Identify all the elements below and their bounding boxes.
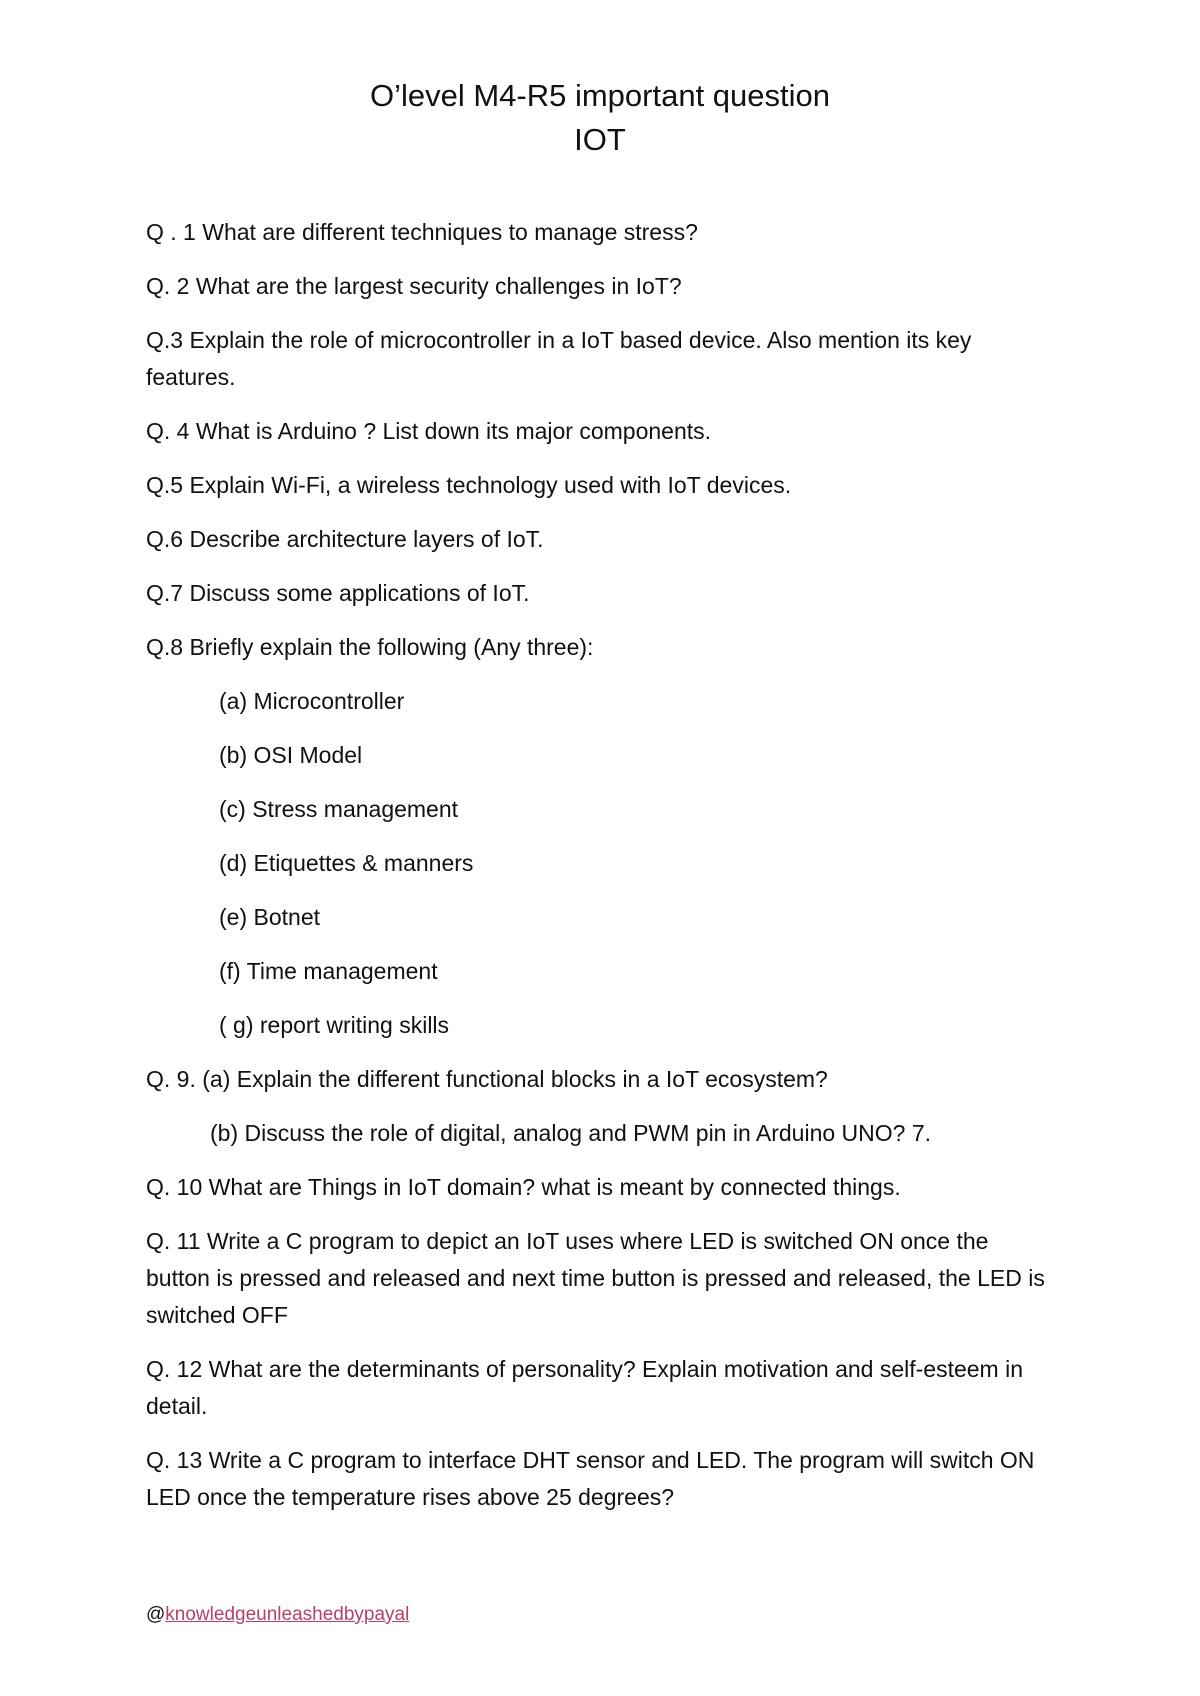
question-6: Q.6 Describe architecture layers of IoT. <box>146 526 544 552</box>
q8-item-b: (b) OSI Model <box>219 742 363 768</box>
footer-at-sign: @ <box>146 1604 166 1625</box>
footer-credit <box>146 1604 409 1626</box>
title-block <box>0 74 1200 162</box>
question-9a: Q. 9. (a) Explain the different functional blocks in a IoT ecosystem? <box>146 1066 828 1092</box>
q8-item-e: (e) Botnet <box>219 904 320 930</box>
question-3: Q.3 Explain the role of microcontroller in a IoT based device. Also mention its key features. <box>146 327 972 390</box>
question-2: Q. 2 What are the largest security challenges in IoT? <box>146 273 682 299</box>
question-8: Q.8 Briefly explain the following (Any three): <box>146 634 594 660</box>
question-1: Q . 1 What are different techniques to manage stress? <box>146 219 698 245</box>
question-7: Q.7 Discuss some applications of IoT. <box>146 580 530 606</box>
question-10: Q. 10 What are Things in IoT domain? what is meant by connected things. <box>146 1174 901 1200</box>
question-list <box>146 214 1046 1533</box>
question-5: Q.5 Explain Wi-Fi, a wireless technology used with IoT devices. <box>146 472 792 498</box>
question-9b: (b) Discuss the role of digital, analog and PWM pin in Arduino UNO? 7. <box>210 1120 932 1146</box>
page-subtitle: IOT <box>574 122 626 157</box>
q8-item-f: (f) Time management <box>219 958 438 984</box>
q8-item-d: (d) Etiquettes & manners <box>219 850 474 876</box>
q8-item-c: (c) Stress management <box>219 796 459 822</box>
q8-item-g: ( g) report writing skills <box>219 1012 450 1038</box>
question-11: Q. 11 Write a C program to depict an IoT uses where LED is switched ON once the button is pressed and released and next time button is pressed and released, the LED is switched OFF <box>146 1228 1045 1328</box>
page-title: O’level M4-R5 important question <box>369 78 831 113</box>
footer-handle-link[interactable]: knowledgeunleashedbypayal <box>165 1604 410 1625</box>
question-12: Q. 12 What are the determinants of personality? Explain motivation and self-esteem in detail. <box>146 1356 1024 1419</box>
q8-item-a: (a) Microcontroller <box>219 688 405 714</box>
question-13: Q. 13 Write a C program to interface DHT sensor and LED. The program will switch ON LED once the temperature rises above 25 degrees? <box>146 1447 1035 1510</box>
question-4: Q. 4 What is Arduino ? List down its major components. <box>146 418 712 444</box>
